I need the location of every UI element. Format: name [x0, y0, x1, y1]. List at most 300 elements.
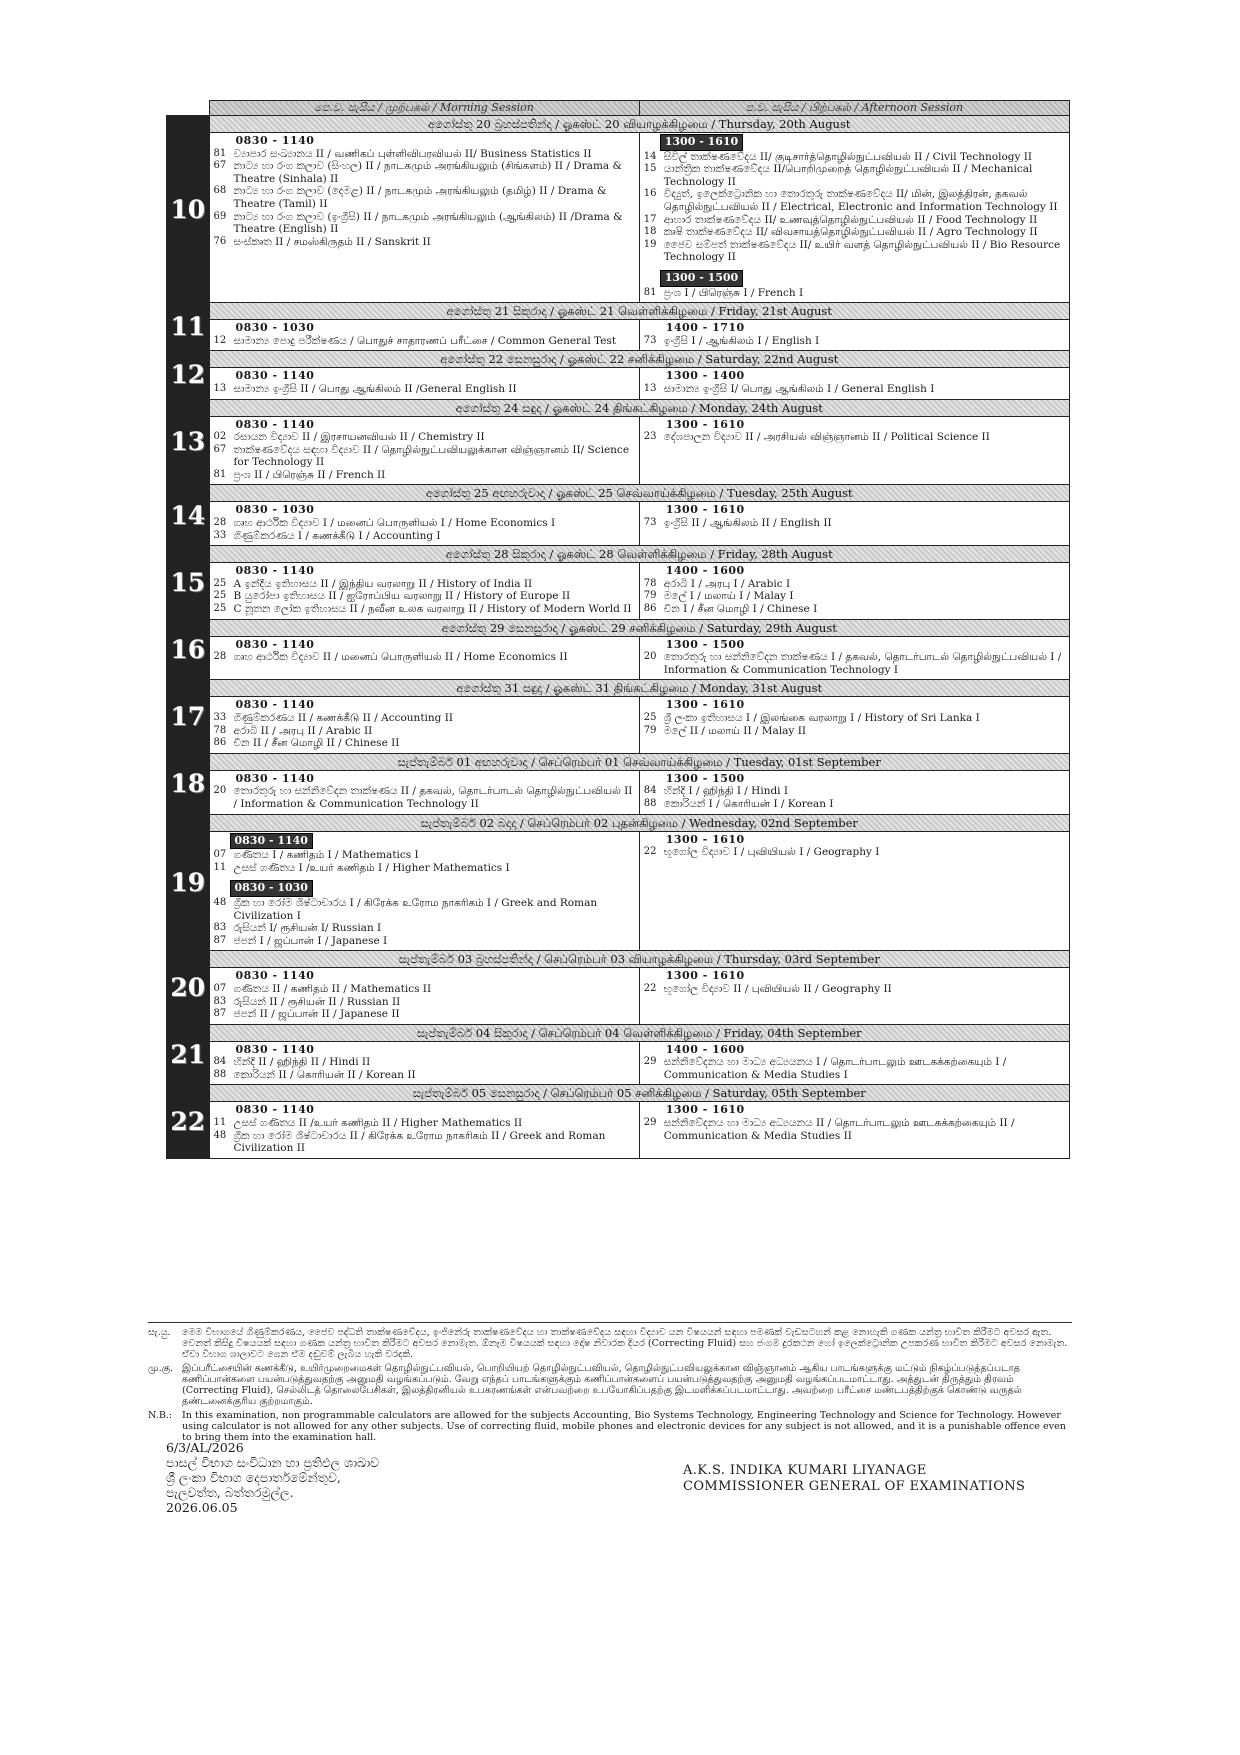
- session-time: 1300 - 1610: [665, 503, 745, 517]
- subject-entry: [644, 785, 1065, 798]
- subject-code: 84: [213, 1056, 227, 1068]
- session-time-wrap: [644, 639, 1065, 652]
- subject-name: තාක්ෂණවේදය සඳහා විද්‍යාව II / தொழில்நுட்பவியலுக்கான விஞ்ஞானம் II/ Science for Technology II: [233, 443, 630, 469]
- day-number: 11: [170, 312, 206, 342]
- day-date-header: අගෝස්තු 29 සෙනසුරාදා / ஓகஸ்ட் 29 சனிக்கிழமை / Saturday, 29th August: [209, 619, 1070, 636]
- day-number-cell: [167, 485, 210, 546]
- branch-line-1: පාසල් විභාග සංවිධාන හා ප්‍රතිඵල ශාඛාව: [166, 1455, 380, 1470]
- subject-name: අරාබි I / அரபு I / Arabic I: [663, 577, 791, 590]
- session-time-wrap: [214, 639, 635, 652]
- day-sessions-row: [167, 636, 1070, 680]
- timetable-sheet: [166, 100, 1070, 1159]
- session-time: 0830 - 1140: [235, 1042, 315, 1056]
- subject-code: 48: [213, 1129, 227, 1141]
- subject-code: 68: [213, 185, 227, 197]
- subject-entry: [214, 996, 635, 1009]
- day-sessions-row: [167, 368, 1070, 399]
- subject-name: සංස්කෘත II / சமஸ்கிருதம் II / Sanskrit II: [233, 235, 431, 248]
- subject-name: කොරියන් II / கொரியன் II / Korean II: [233, 1068, 416, 1081]
- subject-name: ජපන් I / ஜப்பான் I / Japanese I: [233, 934, 388, 947]
- session-time: 0830 - 1140: [235, 564, 315, 578]
- morning-session-cell: [209, 1041, 639, 1085]
- afternoon-session-cell: [639, 368, 1069, 399]
- subject-code: 33: [213, 529, 227, 541]
- subject-name: ප්‍රංශ II / பிரெஞ்சு II / French II: [233, 468, 386, 481]
- subject-entry: [214, 737, 635, 750]
- subject-entry: [214, 431, 635, 444]
- session-time: 1300 - 1610: [665, 698, 745, 712]
- day-date-row: [167, 951, 1070, 968]
- subject-code: 69: [213, 210, 227, 222]
- subject-name: අරාබි II / அரபு II / Arabic II: [233, 724, 373, 737]
- day-date-row: [167, 116, 1070, 133]
- note-label: සැ.යු.: [148, 1327, 171, 1338]
- session-time-wrap: [644, 504, 1065, 517]
- morning-session-cell: [209, 320, 639, 351]
- day-sessions-row: [167, 968, 1070, 1024]
- morning-session-cell: [209, 368, 639, 399]
- subject-name: ග්‍රීක හා රෝම ශිෂ්ටාචාරය II / கிரேக்க உரோம நாகரிகம் II / Greek and Roman Civilization II: [233, 1129, 606, 1155]
- session-time: 0830 - 1140: [235, 1103, 315, 1117]
- day-date-row: [167, 814, 1070, 831]
- day-sessions-row: [167, 320, 1070, 351]
- day-date-row: [167, 546, 1070, 563]
- subject-entry: [644, 188, 1065, 213]
- subject-code: 16: [643, 188, 657, 200]
- subject-name: නාට්‍ය හා රංග කලාව (දෙමළ) II / நாடகமும் அரங்கியலும் (தமிழ்) II / Drama & Theatre (Tamil) II: [233, 185, 607, 210]
- subject-entry: [214, 849, 635, 862]
- subject-code: 17: [643, 213, 657, 225]
- subject-entry: [214, 785, 635, 810]
- note-sinhala: [148, 1327, 1072, 1360]
- session-time-wrap: [214, 970, 635, 983]
- subject-entry: [644, 725, 1065, 738]
- subject-entry: [214, 935, 635, 948]
- subject-code: 83: [213, 995, 227, 1007]
- subject-code: 78: [213, 724, 227, 736]
- day-number-cell: [167, 116, 210, 303]
- subject-name: C නූතන ලෝක ඉතිහාසය II / நவீன உலக வரலாறு II / History of Modern World II: [233, 603, 632, 616]
- subject-name: ගිණුම්කරණය I / கணக்கீடு I / Accounting I: [233, 529, 441, 542]
- subject-name: උසස් ගණිතය II /உயர் கணிதம் II / Higher Mathematics II: [233, 1117, 523, 1130]
- spacer-cell: [167, 101, 210, 116]
- note-text: இப்பரீட்சையின் கணக்கீடு, உயிர்முறைமைகள் தொழில்நுட்பவியல், பொறியியற் தொழில்நுட்பவியல், தொழில்நுட்பவியலுக்கான விஞ்ஞானம் ஆகிய பாடங்களுக்கு மட்டும் நிகழ்ப்படுத்தப்படாத கணிப்பான்களை பயன்படுத்துவதற்கு அனுமதி வழங்கப்படும். வேறு எந்தப் பாடங்களுக்கும் கணிப்பான்களைப் பயன்படுத்துவதற்கு அனுமதி வழங்கப்படமாட்டாது. அத்துடன் திருத்தும் திரவம் (Correcting Fluid), செல்லிடத் தொலைபேசிகள், இலத்திரனியல் உபகரணங்கள் என்பவற்றை உபயோகிப்பதற்கு இடமளிக்கப்படமாட்டாது. அவற்றை பரீட்சை மண்டபத்திற்குக் கொண்டு வருதல் தண்டனைக்குரிய குற்றமாகும்.: [182, 1363, 1022, 1407]
- subject-name: භූගෝල විද්‍යාව I / புவியியல் I / Geography I: [663, 846, 880, 859]
- session-time: 0830 - 1140: [235, 369, 315, 383]
- morning-session-cell: [209, 636, 639, 680]
- subject-entry: [644, 287, 1065, 300]
- subject-entry: [644, 590, 1065, 603]
- day-sessions-row: [167, 416, 1070, 485]
- day-date-row: [167, 619, 1070, 636]
- session-time-wrap: [214, 419, 635, 432]
- subject-entry: [214, 862, 635, 875]
- day-sessions-row: [167, 563, 1070, 619]
- morning-session-cell: [209, 502, 639, 546]
- day-date-header: සැප්තැම්බර් 04 සිකුරාදා / செப்ரெம்பர் 04 வெள்ளிக்கிழமை / Friday, 04th September: [209, 1024, 1070, 1041]
- day-number-cell: [167, 303, 210, 351]
- session-time: 1300 - 1610: [665, 417, 745, 431]
- day-number-cell: [167, 351, 210, 399]
- subject-name: සන්නිවේදනය හා මාධ්‍ය අධ්‍යයනය II / தொடர்பாடலும் ஊடகக்கற்கையும் II / Communication & Media Studies II: [663, 1117, 1015, 1142]
- day-date-row: [167, 680, 1070, 697]
- morning-session-cell: [209, 416, 639, 485]
- subject-name: සිවිල් තාක්ෂණවේදය II/ குடிசார்த்தொழில்நுட்பவியல் II / Civil Technology II: [663, 150, 1033, 163]
- day-date-row: [167, 1024, 1070, 1041]
- subject-entry: [214, 530, 635, 543]
- subject-code: 11: [213, 861, 227, 873]
- subject-name: හින්දි I / ஹிந்தி I / Hindi I: [663, 785, 789, 798]
- session-time-wrap: [644, 270, 1065, 287]
- afternoon-session-cell: [639, 831, 1069, 951]
- day-number: 10: [170, 194, 206, 224]
- subject-code: 02: [213, 431, 227, 443]
- branch-line-2: ශ්‍රී ලංකා විභාග දෙපාර්තමේන්තුව,: [166, 1470, 341, 1485]
- session-time-wrap: [644, 134, 1065, 151]
- subject-name: සන්නිවේදනය හා මාධ්‍ය අධ්‍යයනය I / தொடர்பாடலும் ஊடகக்கற்கையும் I / Communication & Media Studies I: [663, 1056, 1007, 1081]
- session-time: 0830 - 1030: [235, 321, 315, 335]
- day-date-header: අගෝස්තු 24 සඳුදා / ஓகஸ்ட் 24 திங்கட்கிழமை / Monday, 24th August: [209, 399, 1070, 416]
- subject-entry: [214, 444, 635, 469]
- day-date-row: [167, 485, 1070, 502]
- session-time: 0830 - 1140: [235, 134, 315, 147]
- subject-code: 23: [643, 431, 657, 443]
- subject-code: 83: [213, 922, 227, 934]
- session-time: 0830 - 1030: [230, 880, 313, 897]
- day-number: 21: [170, 1040, 206, 1070]
- subject-name: තොරතුරු හා සන්නිවේදන තාක්ෂණය I / தகவல், தொடர்பாடல் தொழில்நுட்பவியல் I / Information & Communication Technology I: [663, 651, 1062, 676]
- footer-reference-block: [166, 1440, 379, 1515]
- session-time: 1400 - 1600: [665, 1042, 745, 1056]
- subject-entry: [214, 712, 635, 725]
- session-time: 1300 - 1610: [665, 832, 745, 846]
- subject-code: 14: [643, 150, 657, 162]
- session-time: 1300 - 1500: [660, 270, 743, 287]
- session-time: 0830 - 1140: [235, 417, 315, 431]
- subject-entry: [644, 1117, 1065, 1142]
- subject-entry: [644, 798, 1065, 811]
- day-sessions-row: [167, 133, 1070, 303]
- note-text: මෙම විභාගයේ ගිණුම්කරණය, ජෛව පද්ධති තාක්ෂණවේදය, ඉංජිනේරු තාක්ෂණවේදය හා තාක්ෂණවේදය සඳහා විද්‍යාව යන විෂයයන් සඳහා පමණක් වැඩසටහන් කළ නොහැකි ගණක යන්ත්‍ර භාවිත කිරීමට අවසර ඇත. වෙනත් කිසිදු විෂයයක් සඳහා ගණක යන්ත්‍ර භාවිත කිරීමට අවසර නොමැත. ඕනෑම විෂයයක් සඳහා දෝෂ නිවාරක දියර (Correcting Fluid) සහ ජංගම දුරකථන හෝ ඉලෙක්ට්‍රොනික උපකරණ භාවිත කිරීමට අවසර නොමැත. ඒවා විභාග ශාලාවට ගෙන ඒම දඬුවම් ලැබිය හැකි වරදකි.: [182, 1327, 1068, 1360]
- subject-code: 25: [213, 590, 227, 602]
- subject-name: ගණිතය I / கணிதம் I / Mathematics I: [233, 849, 419, 862]
- subject-name: සාමාන්‍ය පොදු පරීක්ෂණය / பொதுச் சாதாரணப் பரீட்சை / Common General Test: [233, 334, 617, 347]
- subject-name: නාට්‍ය හා රංග කලාව (සිංහල) II / நாடகமும் அரங்கியலும் (சிங்களம்) II / Drama & Theatre (Sinhala) II: [233, 160, 622, 185]
- subject-code: 15: [643, 163, 657, 175]
- day-sessions-row: [167, 1041, 1070, 1085]
- morning-session-cell: [209, 697, 639, 753]
- day-number: 22: [170, 1107, 206, 1137]
- subject-code: 19: [643, 238, 657, 250]
- subject-entry: [214, 1056, 635, 1069]
- afternoon-session-cell: [639, 320, 1069, 351]
- session-time-wrap: [214, 322, 635, 335]
- morning-session-header: පෙ.ව. සැසිය / முற்பகல் / Morning Session: [209, 101, 639, 116]
- session-time: 0830 - 1140: [235, 771, 315, 785]
- day-number: 20: [170, 973, 206, 1002]
- afternoon-session-cell: [639, 636, 1069, 680]
- day-date-header: අගෝස්තු 31 සඳුදා / ஓகஸ்ட் 31 திங்கட்கிழமை / Monday, 31st August: [209, 680, 1070, 697]
- subject-name: කෘෂි තාක්ෂණවේදය II/ விவசாயத்தொழில்நுட்பவியல் II / Agro Technology II: [663, 226, 1038, 239]
- morning-session-cell: [209, 563, 639, 619]
- afternoon-session-cell: [639, 770, 1069, 814]
- day-number: 17: [170, 702, 206, 732]
- subject-name: ඉංග්‍රීසි I / ஆங்கிலம் I / English I: [663, 334, 820, 347]
- timetable-body: [167, 116, 1070, 1159]
- day-date-header: අගෝස්තු 25 අඟහරුවාදා / ஓகஸ்ட் 25 செவ்வாய்க்கிழமை / Tuesday, 25th August: [209, 485, 1070, 502]
- subject-entry: [214, 1069, 635, 1082]
- morning-session-cell: [209, 770, 639, 814]
- subject-entry: [644, 846, 1065, 859]
- subject-code: 67: [213, 160, 227, 172]
- note-label: மு.கு.: [148, 1363, 174, 1374]
- session-time-wrap: [644, 834, 1065, 847]
- session-time: 1300 - 1500: [665, 771, 745, 785]
- subject-name: නාට්‍ය හා රංග කලාව (ඉංග්‍රීසි) II / நாடகமும் அரங்கியலும் (ஆங்கிலம்) II /Drama & Theatre (English) II: [233, 210, 623, 236]
- day-date-header: සැප්තැම්බර් 03 බ්‍රහස්පතින්දා / செப்ரெம்பர் 03 வியாழக்கிழமை / Thursday, 03rd September: [209, 951, 1070, 968]
- subject-code: 81: [643, 286, 657, 298]
- session-time: 1300 - 1500: [665, 637, 745, 651]
- session-time-wrap: [644, 699, 1065, 712]
- day-date-header: සැප්තැම්බර් 01 අඟහරුවාදා / செப்ரெம்பர் 01 செவ்வாய்க்கிழமை / Tuesday, 01st September: [209, 753, 1070, 770]
- day-date-header: අගෝස්තු 21 සිකුරාදා / ஓகஸ்ட் 21 வெள்ளிக்கிழமை / Friday, 21st August: [209, 303, 1070, 320]
- session-time-wrap: [644, 370, 1065, 383]
- session-time-wrap: [644, 1104, 1065, 1117]
- note-english: [148, 1410, 1072, 1443]
- afternoon-session-cell: [639, 1102, 1069, 1158]
- day-date-header: අගෝස්තු 20 බ්‍රහස්පතින්දා / ஓகஸ்ட் 20 வியாழக்கிழமை / Thursday, 20th August: [209, 116, 1070, 133]
- session-time-wrap: [214, 699, 635, 712]
- subject-entry: [644, 383, 1065, 396]
- timetable: [166, 100, 1070, 1159]
- day-number-cell: [167, 814, 210, 951]
- subject-code: 29: [643, 1117, 657, 1129]
- subject-code: 18: [643, 226, 657, 238]
- subject-entry: [214, 185, 635, 210]
- subject-name: සාමාන්‍ය ඉංග්‍රීසි I/ பொது ஆங்கிலம் I / General English I: [663, 382, 935, 395]
- session-time: 1400 - 1600: [665, 564, 745, 578]
- subject-entry: [644, 151, 1065, 164]
- subject-name: දේශපාලන විද්‍යාව II / அரசியல் விஞ்ஞானம் II / Political Science II: [663, 431, 990, 444]
- subject-code: 13: [213, 382, 227, 394]
- subject-entry: [214, 517, 635, 530]
- day-date-row: [167, 399, 1070, 416]
- signatory-block: [683, 1463, 1025, 1495]
- subject-code: 28: [213, 517, 227, 529]
- subject-name: ගණිතය II / கணிதம் II / Mathematics II: [233, 982, 432, 995]
- note-label: N.B.:: [148, 1410, 173, 1421]
- subject-code: 79: [643, 590, 657, 602]
- day-sessions-row: [167, 770, 1070, 814]
- subject-name: රසායන විද්‍යාව II / இரசாயனவியல் II / Chemistry II: [233, 431, 485, 444]
- subject-entry: [214, 922, 635, 935]
- subject-code: 67: [213, 443, 227, 455]
- subject-name: ඉංග්‍රීසි II / ஆங்கிலம் II / English II: [663, 517, 832, 530]
- subject-name: ආහාර තාක්ෂණවේදය II/ உணவுத்தொழில்நுட்பவியல் II / Food Technology II: [663, 213, 1038, 226]
- subject-code: 48: [213, 896, 227, 908]
- subject-entry: [644, 239, 1065, 264]
- subject-name: චීන II / சீன மொழி II / Chinese II: [233, 737, 400, 750]
- subject-code: 25: [213, 577, 227, 589]
- day-number-cell: [167, 546, 210, 619]
- subject-entry: [214, 897, 635, 922]
- issue-date: 2026.06.05: [166, 1500, 238, 1515]
- subject-entry: [214, 211, 635, 236]
- subject-code: 12: [213, 334, 227, 346]
- subject-entry: [214, 383, 635, 396]
- subject-code: 84: [643, 785, 657, 797]
- afternoon-session-cell: [639, 563, 1069, 619]
- subject-entry: [644, 1056, 1065, 1081]
- subject-code: 86: [643, 603, 657, 615]
- subject-name: ගිණුම්කරණය II / கணக்கீடு II / Accounting II: [233, 712, 454, 724]
- subject-entry: [214, 651, 635, 664]
- subject-code: 81: [213, 468, 227, 480]
- signatory-name: A.K.S. INDIKA KUMARI LIYANAGE: [683, 1463, 927, 1478]
- day-sessions-row: [167, 502, 1070, 546]
- subject-code: 33: [213, 712, 227, 723]
- day-number: 14: [170, 500, 206, 530]
- subject-code: 88: [213, 1068, 227, 1080]
- subject-entry: [214, 983, 635, 996]
- subject-name: ගෘහ ආර්ථික විද්‍යාව I / மனைப் பொருளியல் I / Home Economics I: [233, 517, 556, 530]
- morning-session-cell: [209, 1102, 639, 1158]
- subject-code: 78: [643, 577, 657, 589]
- subject-code: 25: [643, 712, 657, 723]
- subject-name: විද්‍යුත්, ඉලෙක්ට්‍රොනික හා තොරතුරු තාක්ෂණවේදය II/ மின், இலத்திரன், தகவல் தொழில்நுட்பவியல் II / Electrical, Electronic and Information Technology II: [663, 188, 1058, 213]
- notes-section: [148, 1322, 1072, 1446]
- session-time-wrap: [214, 833, 635, 850]
- session-time-wrap: [214, 1104, 635, 1117]
- subject-name: ග්‍රීක හා රෝම ශිෂ්ටාචාරය I / கிரேக்க உரோம நாகரிகம் I / Greek and Roman Civilization I: [233, 896, 598, 922]
- subject-code: 73: [643, 334, 657, 346]
- day-date-row: [167, 1085, 1070, 1102]
- day-number-cell: [167, 1085, 210, 1158]
- subject-name: උසස් ගණිතය I /உயர் கணிதம் I / Higher Mathematics I: [233, 861, 510, 874]
- subject-code: 73: [643, 517, 657, 529]
- subject-name: යාන්ත්‍රික තාක්ෂණවේදය II/பொறிமுறைத் தொழில்நுட்பவியல் II / Mechanical Technology II: [663, 163, 1033, 188]
- subject-name: ජෛව සම්පත් තාක්ෂණවේදය II/ உயிர் வளத் தொழில்நுட்பவியல் II / Bio Resource Technology II: [663, 238, 1061, 264]
- session-time-wrap: [214, 880, 635, 897]
- subject-entry: [644, 712, 1065, 725]
- session-time-wrap: [644, 565, 1065, 578]
- session-time-wrap: [644, 773, 1065, 786]
- day-number: 18: [170, 769, 206, 799]
- subject-code: 88: [643, 797, 657, 809]
- morning-session-cell: [209, 968, 639, 1024]
- subject-entry: [214, 160, 635, 185]
- day-number-cell: [167, 753, 210, 814]
- session-time-wrap: [644, 1044, 1065, 1057]
- day-date-header: සැප්තැම්බර් 02 බදාදා / செப்ரெம்பர் 02 புதன்கிழமை / Wednesday, 02nd September: [209, 814, 1070, 831]
- day-date-header: අගෝස්තු 22 සෙනසුරාදා / ஓகஸ்ட் 22 சனிக்கிழமை / Saturday, 22nd August: [209, 351, 1070, 368]
- subject-code: 87: [213, 1008, 227, 1020]
- subject-entry: [644, 517, 1065, 530]
- subject-name: ගෘහ ආර්ථික විද්‍යාව II / மனைப் பொருளியல் II / Home Economics II: [233, 651, 568, 664]
- subject-name: හින්දි II / ஹிந்தி II / Hindi II: [233, 1056, 371, 1069]
- session-time: 0830 - 1140: [235, 637, 315, 651]
- afternoon-session-cell: [639, 968, 1069, 1024]
- day-date-header: සැප්තැම්බර් 05 සෙනසුරාදා / செப்ரெம்பர் 05 சனிக்கிழமை / Saturday, 05th September: [209, 1085, 1070, 1102]
- day-sessions-row: [167, 697, 1070, 753]
- day-date-row: [167, 351, 1070, 368]
- session-time: 1300 - 1400: [665, 369, 745, 383]
- reference-number: 6/3/AL/2026: [166, 1440, 244, 1455]
- subject-name: රුසියන් I/ ரூசியன் I/ Russian I: [233, 922, 382, 935]
- day-number-cell: [167, 680, 210, 753]
- session-time-wrap: [644, 419, 1065, 432]
- session-time-wrap: [644, 322, 1065, 335]
- subject-code: 29: [643, 1056, 657, 1068]
- subject-entry: [214, 335, 635, 348]
- session-time: 1400 - 1710: [665, 321, 745, 335]
- subject-entry: [644, 603, 1065, 616]
- subject-entry: [214, 469, 635, 482]
- session-time-wrap: [214, 773, 635, 786]
- subject-name: ශ්‍රී ලංකා ඉතිහාසය I / இலங்கை வரலாறு I / History of Sri Lanka I: [663, 712, 980, 724]
- day-sessions-row: [167, 1102, 1070, 1158]
- session-time: 0830 - 1140: [230, 833, 313, 850]
- subject-entry: [214, 1130, 635, 1155]
- subject-entry: [644, 983, 1065, 996]
- subject-name: ව්‍යාපාර සංඛ්‍යානය II / வணிகப் புள்ளிவிபரவியல் II/ Business Statistics II: [233, 147, 592, 160]
- afternoon-session-cell: [639, 133, 1069, 303]
- day-number: 16: [170, 635, 206, 665]
- subject-code: 86: [213, 737, 227, 749]
- subject-code: 81: [213, 147, 227, 159]
- subject-entry: [214, 1008, 635, 1021]
- afternoon-session-cell: [639, 697, 1069, 753]
- subject-entry: [644, 578, 1065, 591]
- day-date-header: අගෝස්තු 28 සිකුරාදා / ஓகஸ்ட் 28 வெள்ளிக்கிழமை / Friday, 28th August: [209, 546, 1070, 563]
- subject-code: 20: [213, 785, 227, 797]
- session-time: 0830 - 1140: [235, 969, 315, 983]
- afternoon-session-cell: [639, 416, 1069, 485]
- subject-name: රුසියන් II / ரூசியன் II / Russian II: [233, 995, 401, 1008]
- afternoon-session-header: ප.ව. සැසිය / பிற்பகல் / Afternoon Session: [639, 101, 1069, 116]
- subject-entry: [644, 163, 1065, 188]
- subject-code: 20: [643, 651, 657, 663]
- note-text: In this examination, non programmable calculators are allowed for the subjects Accounting, Bio Systems Technology, Engineering Technology and Science for Technology. However using calculator is not allowed for any other subjects. Use of correcting fluid, mobile phones and electronic devices for any subject is not allowed, and it is a punishable offence even to bring them into the examination hall.: [182, 1410, 1066, 1443]
- subject-name: සාමාන්‍ය ඉංග්‍රීසි II / பொது ஆங்கிலம் II /General English II: [233, 382, 517, 395]
- session-time-wrap: [214, 1044, 635, 1057]
- morning-session-cell: [209, 831, 639, 951]
- subject-entry: [644, 226, 1065, 239]
- subject-name: කොරියන් I / கொரியன் I / Korean I: [663, 797, 834, 810]
- subject-entry: [214, 1117, 635, 1130]
- session-time-wrap: [644, 970, 1065, 983]
- day-number-cell: [167, 619, 210, 680]
- session-time: 1300 - 1610: [665, 969, 745, 983]
- subject-name: මලේ II / மலாய் II / Malay II: [663, 724, 807, 737]
- signatory-title: COMMISSIONER GENERAL OF EXAMINATIONS: [683, 1479, 1026, 1494]
- subject-entry: [644, 651, 1065, 676]
- day-number: 13: [170, 427, 206, 457]
- subject-code: 22: [643, 846, 657, 858]
- day-number-cell: [167, 951, 210, 1024]
- afternoon-session-cell: [639, 1041, 1069, 1085]
- afternoon-session-cell: [639, 502, 1069, 546]
- branch-line-3: පැලවත්ත, බත්තරමුල්ල.: [166, 1485, 294, 1500]
- subject-entry: [644, 214, 1065, 227]
- session-time-wrap: [214, 565, 635, 578]
- subject-name: චීන I / சீன மொழி I / Chinese I: [663, 603, 818, 616]
- subject-entry: [644, 335, 1065, 348]
- subject-name: B යුරෝපා ඉතිහාසය II / ஐரோப்பிய வரலாறு II / History of Europe II: [233, 590, 571, 603]
- subject-code: 13: [643, 382, 657, 394]
- subject-name: තොරතුරු හා සන්නිවේදන තාක්ෂණය II / தகவல், தொடர்பாடல் தொழில்நுட்பவியல் II / Information & Communication Technology II: [233, 785, 633, 810]
- day-date-row: [167, 303, 1070, 320]
